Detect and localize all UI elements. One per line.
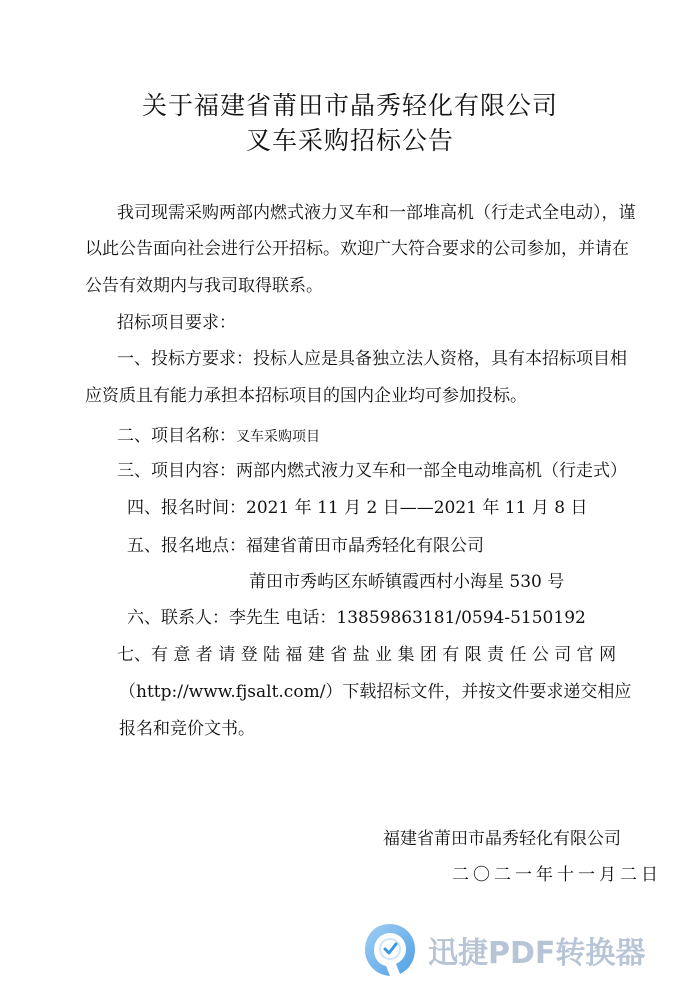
pdf-converter-logo-icon	[362, 920, 418, 980]
item-4: 四、报名时间：2021 年 11 月 2 日——2021 年 11 月 8 日	[127, 498, 588, 518]
item-2	[117, 423, 320, 450]
document-title-line-1: 关于福建省莆田市晶秀轻化有限公司	[141, 91, 558, 120]
item-7-line-1: 七、有 意 者 请 登 陆 福 建 省 盐 业 集 团 有 限 责 任 公 司 官 网	[117, 645, 617, 665]
item-2-value: 叉车采购项目	[236, 429, 320, 445]
watermark	[360, 918, 690, 984]
item-5-line-2: 莆田市秀屿区东峤镇霞西村小海星 530 号	[249, 572, 565, 592]
item-7-line-3: 报名和竞价文书。	[119, 719, 255, 739]
item-1-line-1: 一、投标方要求：投标人应是具备独立法人资格，具有本招标项目相	[117, 349, 627, 369]
signature-company: 福建省莆田市晶秀轻化有限公司	[383, 829, 621, 849]
item-5-line-1: 五、报名地点：福建省莆田市晶秀轻化有限公司	[127, 536, 484, 556]
intro-line-3: 公告有效期内与我司取得联系。	[85, 276, 323, 296]
item-6: 六、联系人：李先生 电话：13859863181/0594-5150192	[127, 608, 586, 628]
signature-date: 二〇二一年十一月二日	[452, 865, 662, 885]
requirements-heading: 招标项目要求：	[117, 313, 236, 333]
intro-line-2: 以此公告面向社会进行公开招标。欢迎广大符合要求的公司参加，并请在	[85, 239, 629, 259]
item-1-line-2: 应资质且有能力承担本招标项目的国内企业均可参加投标。	[85, 386, 527, 406]
item-3: 三、项目内容：两部内燃式液力叉车和一部全电动堆高机（行走式）	[117, 461, 627, 481]
item-2-label: 二、项目名称：	[117, 426, 236, 446]
item-7-line-2: （http://www.fjsalt.com/）下载招标文件，并按文件要求递交相应	[119, 682, 632, 702]
watermark-text: 迅捷PDF转换器	[428, 936, 646, 971]
document-title-line-2: 叉车采购招标公告	[245, 126, 454, 155]
intro-line-1: 我司现需采购两部内燃式液力叉车和一部堆高机（行走式全电动），谨	[117, 203, 636, 223]
